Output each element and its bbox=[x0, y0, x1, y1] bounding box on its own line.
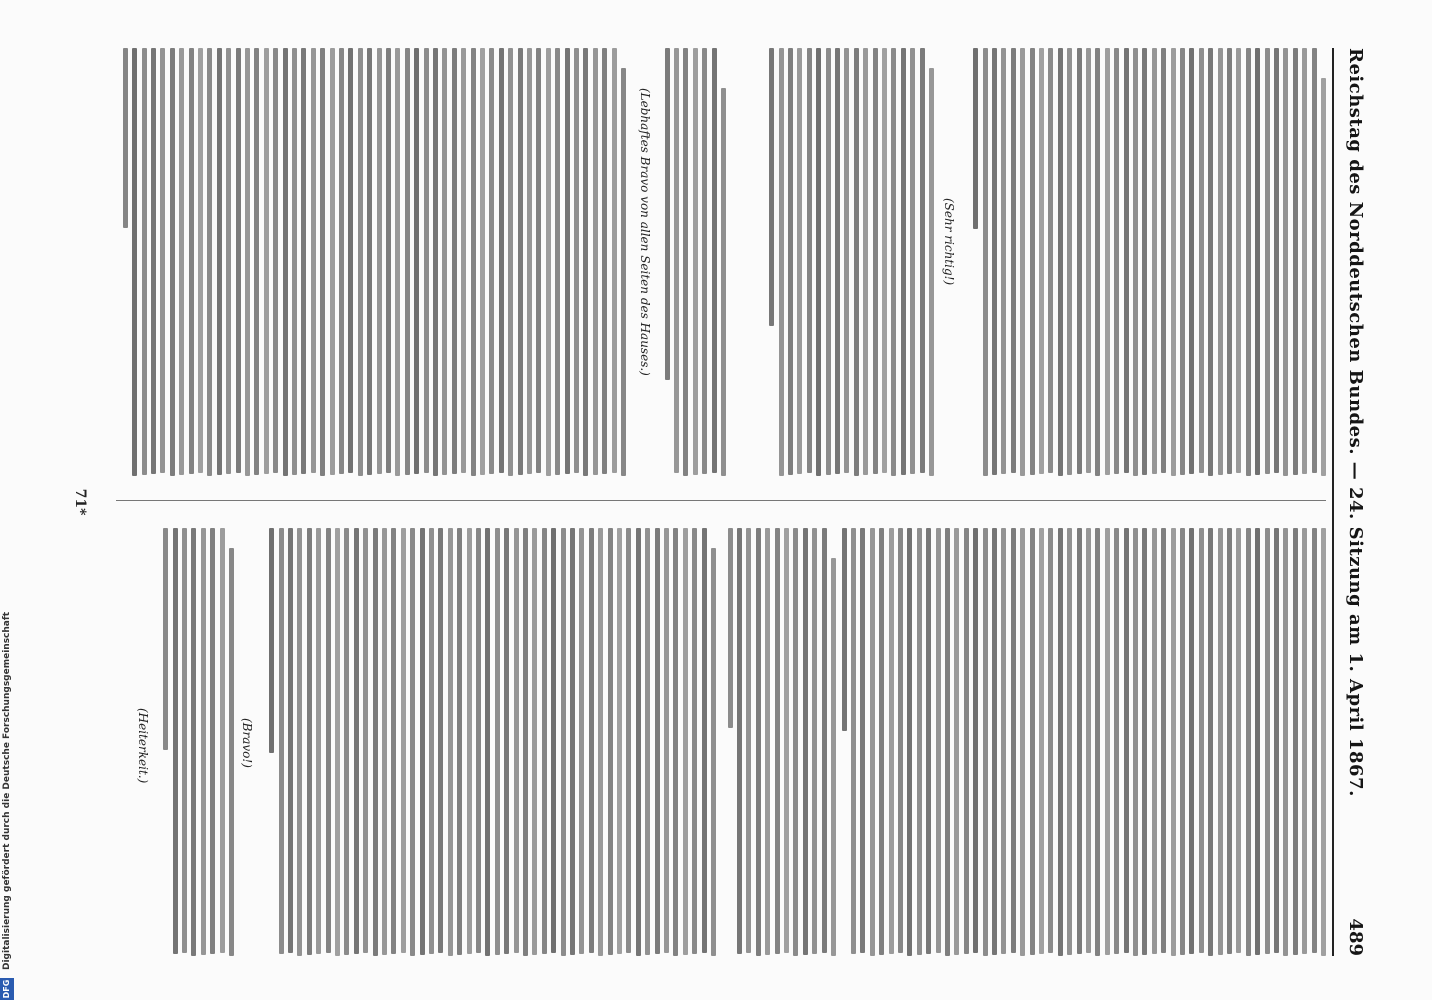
text-line bbox=[598, 528, 603, 956]
text-line bbox=[123, 48, 128, 228]
text-line bbox=[692, 528, 697, 954]
text-line bbox=[1293, 48, 1298, 475]
text-line bbox=[1048, 48, 1053, 473]
text-line bbox=[901, 48, 906, 475]
text-line bbox=[617, 528, 622, 954]
text-line bbox=[495, 528, 500, 955]
column-divider bbox=[116, 500, 1326, 501]
text-line bbox=[920, 48, 925, 473]
text-line bbox=[964, 528, 969, 954]
text-line bbox=[254, 48, 259, 475]
text-line bbox=[269, 528, 274, 753]
text-line bbox=[424, 48, 429, 473]
text-line bbox=[1302, 48, 1307, 474]
text-line bbox=[532, 528, 537, 955]
text-line bbox=[788, 48, 793, 475]
text-line bbox=[655, 528, 660, 954]
text-line bbox=[1274, 528, 1279, 953]
text-line bbox=[1142, 528, 1147, 955]
text-line bbox=[301, 48, 306, 474]
text-line bbox=[702, 48, 707, 474]
text-line bbox=[1030, 528, 1035, 955]
text-line bbox=[992, 528, 997, 955]
text-line bbox=[926, 528, 931, 954]
text-line bbox=[565, 48, 570, 474]
text-line bbox=[1095, 48, 1100, 476]
text-line bbox=[551, 528, 556, 953]
text-line bbox=[1086, 528, 1091, 953]
text-line bbox=[527, 48, 532, 474]
text-line bbox=[1095, 528, 1100, 956]
text-line bbox=[728, 528, 733, 728]
text-line bbox=[151, 48, 156, 474]
text-line bbox=[410, 528, 415, 956]
text-line bbox=[163, 528, 168, 750]
text-line bbox=[471, 48, 476, 476]
text-line bbox=[433, 48, 438, 476]
text-line bbox=[344, 528, 349, 955]
text-line bbox=[480, 48, 485, 475]
text-line bbox=[457, 528, 462, 955]
text-line bbox=[973, 528, 978, 953]
text-line bbox=[132, 48, 137, 476]
text-line bbox=[822, 528, 827, 953]
text-line bbox=[373, 528, 378, 956]
text-line bbox=[602, 48, 607, 474]
right-column bbox=[116, 528, 1326, 956]
marker-lebhaftes-bravo: (Lebhaftes Bravo von allen Seiten des Hauses.) bbox=[638, 88, 652, 376]
text-line bbox=[910, 48, 915, 474]
text-line bbox=[673, 528, 678, 956]
text-line bbox=[593, 48, 598, 475]
text-line bbox=[665, 48, 670, 380]
text-line bbox=[1039, 48, 1044, 474]
text-line bbox=[1058, 528, 1063, 956]
text-line bbox=[1171, 528, 1176, 956]
text-line bbox=[201, 528, 206, 955]
text-line bbox=[873, 48, 878, 474]
text-line bbox=[283, 48, 288, 476]
text-line bbox=[339, 48, 344, 474]
text-line bbox=[264, 48, 269, 474]
text-line bbox=[1105, 48, 1110, 475]
text-line bbox=[992, 48, 997, 475]
text-line bbox=[386, 48, 391, 473]
text-line bbox=[917, 528, 922, 955]
text-line bbox=[1255, 48, 1260, 475]
text-line bbox=[542, 528, 547, 954]
text-line bbox=[784, 528, 789, 953]
text-line bbox=[229, 548, 234, 956]
text-line bbox=[1236, 528, 1241, 953]
text-line bbox=[1321, 528, 1326, 956]
text-line bbox=[523, 528, 528, 956]
text-line bbox=[546, 48, 551, 476]
dfg-logo-icon: DFG bbox=[0, 978, 14, 1000]
text-line bbox=[518, 48, 523, 475]
text-line bbox=[1274, 48, 1279, 473]
text-line bbox=[929, 68, 934, 476]
text-line bbox=[189, 48, 194, 474]
text-line bbox=[973, 48, 978, 229]
text-line bbox=[382, 528, 387, 955]
text-line bbox=[712, 48, 717, 473]
text-line bbox=[1077, 528, 1082, 954]
text-line bbox=[485, 528, 490, 956]
text-line bbox=[405, 48, 410, 475]
text-line bbox=[1180, 48, 1185, 475]
text-line bbox=[467, 528, 472, 954]
text-line bbox=[636, 528, 641, 956]
text-line bbox=[1030, 48, 1035, 475]
text-line bbox=[1020, 528, 1025, 956]
text-line bbox=[279, 528, 284, 954]
text-line bbox=[273, 48, 278, 473]
page-footer-mark: 71* bbox=[72, 488, 88, 516]
text-line bbox=[514, 528, 519, 953]
text-line bbox=[1067, 48, 1072, 475]
digitization-credit bbox=[0, 0, 18, 1000]
text-line bbox=[851, 528, 856, 954]
text-line bbox=[1114, 48, 1119, 474]
text-line bbox=[1199, 48, 1204, 473]
text-line bbox=[983, 48, 988, 476]
marker-heiterkeit: (Heiterkeit.) bbox=[136, 708, 150, 784]
text-line bbox=[1152, 528, 1157, 954]
text-line bbox=[1152, 48, 1157, 474]
text-line bbox=[354, 528, 359, 954]
text-line bbox=[1246, 48, 1251, 476]
text-line bbox=[797, 48, 802, 474]
text-line bbox=[307, 528, 312, 955]
left-column bbox=[116, 48, 1326, 476]
text-line bbox=[831, 558, 836, 956]
text-line bbox=[452, 48, 457, 474]
text-line bbox=[683, 528, 688, 955]
text-line bbox=[555, 48, 560, 475]
text-line bbox=[348, 48, 353, 473]
text-line bbox=[945, 528, 950, 956]
text-line bbox=[826, 48, 831, 475]
text-line bbox=[1302, 528, 1307, 954]
text-line bbox=[870, 528, 875, 956]
text-line bbox=[1283, 528, 1288, 956]
text-line bbox=[395, 48, 400, 476]
text-line bbox=[608, 528, 613, 955]
text-line bbox=[879, 528, 884, 955]
text-line bbox=[377, 48, 382, 474]
text-line bbox=[954, 528, 959, 955]
text-line bbox=[816, 48, 821, 476]
text-line bbox=[198, 48, 203, 473]
text-line bbox=[1265, 48, 1270, 474]
text-line bbox=[693, 48, 698, 475]
text-line bbox=[499, 48, 504, 473]
text-line bbox=[626, 528, 631, 953]
text-line bbox=[326, 528, 331, 953]
text-line bbox=[1218, 48, 1223, 475]
text-line bbox=[1001, 528, 1006, 954]
text-line bbox=[420, 528, 425, 955]
text-line bbox=[358, 48, 363, 476]
page-number: 489 bbox=[1345, 918, 1366, 956]
text-line bbox=[438, 528, 443, 953]
text-line bbox=[775, 528, 780, 954]
text-line bbox=[207, 48, 212, 476]
text-line bbox=[898, 528, 903, 953]
text-line bbox=[1180, 528, 1185, 955]
text-line bbox=[645, 528, 650, 955]
text-line bbox=[508, 48, 513, 476]
text-line bbox=[1312, 528, 1317, 953]
text-line bbox=[779, 48, 784, 476]
text-line bbox=[448, 528, 453, 956]
text-line bbox=[889, 528, 894, 954]
page-header bbox=[1332, 48, 1366, 956]
text-line bbox=[1161, 528, 1166, 953]
text-line bbox=[363, 528, 368, 953]
text-line bbox=[1265, 528, 1270, 954]
text-line bbox=[210, 528, 215, 954]
text-line bbox=[842, 528, 847, 731]
text-line bbox=[220, 528, 225, 953]
text-line bbox=[173, 528, 178, 954]
text-line bbox=[1283, 48, 1288, 476]
text-line bbox=[429, 528, 434, 954]
text-line bbox=[621, 68, 626, 476]
text-line bbox=[907, 528, 912, 956]
text-line bbox=[1039, 528, 1044, 954]
text-line bbox=[574, 48, 579, 473]
text-line bbox=[860, 528, 865, 953]
text-line bbox=[721, 88, 726, 476]
text-line bbox=[561, 528, 566, 956]
text-line bbox=[316, 528, 321, 954]
text-line bbox=[182, 528, 187, 953]
text-line bbox=[844, 48, 849, 473]
text-line bbox=[1001, 48, 1006, 474]
text-line bbox=[236, 48, 241, 473]
text-line bbox=[765, 528, 770, 955]
text-line bbox=[664, 528, 669, 953]
text-line bbox=[1058, 48, 1063, 476]
text-line bbox=[1133, 48, 1138, 476]
text-line bbox=[1218, 528, 1223, 955]
text-line bbox=[711, 548, 716, 956]
text-line bbox=[414, 48, 419, 474]
text-line bbox=[793, 528, 798, 956]
text-line bbox=[746, 528, 751, 953]
text-line bbox=[476, 528, 481, 953]
text-line bbox=[292, 48, 297, 475]
credit-text: Digitalisierung gefördert durch die Deutsche Forschungsgemeinschaft bbox=[2, 611, 12, 970]
text-line bbox=[1011, 48, 1016, 473]
text-line bbox=[674, 48, 679, 473]
text-line bbox=[737, 528, 742, 954]
text-line bbox=[612, 48, 617, 473]
text-line bbox=[1171, 48, 1176, 476]
text-line bbox=[891, 48, 896, 476]
text-line bbox=[461, 48, 466, 473]
text-line bbox=[191, 528, 196, 956]
text-line bbox=[335, 528, 340, 956]
text-line bbox=[1067, 528, 1072, 955]
text-line bbox=[1105, 528, 1110, 955]
text-line bbox=[1124, 528, 1129, 953]
text-line bbox=[1321, 78, 1326, 476]
text-line bbox=[1077, 48, 1082, 474]
text-line bbox=[1189, 528, 1194, 954]
text-line bbox=[1124, 48, 1129, 473]
text-line bbox=[812, 528, 817, 954]
text-line bbox=[807, 48, 812, 473]
text-line bbox=[835, 48, 840, 474]
text-line bbox=[391, 528, 396, 954]
text-line bbox=[536, 48, 541, 473]
text-line bbox=[983, 528, 988, 956]
text-line bbox=[1011, 528, 1016, 953]
text-line bbox=[1293, 528, 1298, 955]
text-line bbox=[1048, 528, 1053, 953]
marker-sehr-richtig: (Sehr richtig!) bbox=[942, 198, 956, 286]
text-line bbox=[579, 528, 584, 954]
text-line bbox=[1246, 528, 1251, 956]
text-line bbox=[330, 48, 335, 475]
text-line bbox=[504, 528, 509, 954]
text-line bbox=[1020, 48, 1025, 476]
text-line bbox=[245, 48, 250, 476]
text-line bbox=[756, 528, 761, 956]
text-line bbox=[160, 48, 165, 473]
text-line bbox=[217, 48, 222, 475]
text-line bbox=[1208, 48, 1213, 476]
text-line bbox=[288, 528, 293, 953]
text-line bbox=[1208, 528, 1213, 956]
text-line bbox=[226, 48, 231, 474]
text-line bbox=[179, 48, 184, 475]
text-line bbox=[1227, 528, 1232, 954]
text-line bbox=[442, 48, 447, 475]
text-line bbox=[583, 48, 588, 476]
text-line bbox=[142, 48, 147, 475]
text-line bbox=[863, 48, 868, 475]
text-line bbox=[589, 528, 594, 953]
header-title: Reichstag des Norddeutschen Bundes. — 24. Sitzung am 1. April 1867. bbox=[1345, 48, 1366, 797]
text-line bbox=[1312, 48, 1317, 473]
text-line bbox=[936, 528, 941, 953]
text-line bbox=[1236, 48, 1241, 473]
text-line bbox=[1189, 48, 1194, 474]
text-line bbox=[1086, 48, 1091, 473]
text-line bbox=[401, 528, 406, 953]
rotated-page bbox=[42, 22, 1372, 982]
text-line bbox=[311, 48, 316, 473]
text-line bbox=[489, 48, 494, 474]
text-line bbox=[1133, 528, 1138, 956]
text-line bbox=[570, 528, 575, 955]
text-line bbox=[1114, 528, 1119, 954]
text-line bbox=[702, 528, 707, 953]
text-line bbox=[1142, 48, 1147, 475]
marker-bravo: (Bravo!) bbox=[240, 718, 254, 768]
text-line bbox=[882, 48, 887, 473]
text-line bbox=[1199, 528, 1204, 953]
text-line bbox=[1255, 528, 1260, 955]
text-line bbox=[803, 528, 808, 955]
text-line bbox=[1161, 48, 1166, 473]
text-line bbox=[769, 48, 774, 326]
text-line bbox=[320, 48, 325, 476]
text-line bbox=[854, 48, 859, 476]
text-line bbox=[367, 48, 372, 475]
text-line bbox=[297, 528, 302, 956]
text-line bbox=[1227, 48, 1232, 474]
text-line bbox=[170, 48, 175, 476]
text-line bbox=[683, 48, 688, 476]
